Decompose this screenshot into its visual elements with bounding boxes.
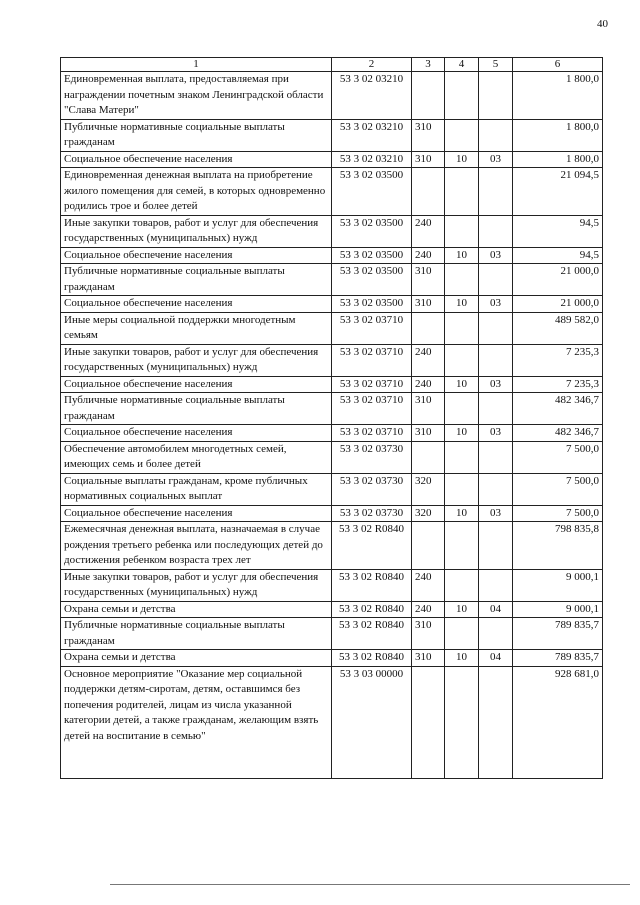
subsection-code: 04 (479, 650, 513, 667)
row-name: Социальное обеспечение населения (61, 376, 332, 393)
subsection-code (479, 441, 513, 473)
target-article-code: 53 3 02 03730 (332, 505, 412, 522)
table-row (61, 264, 603, 296)
subsection-code (479, 473, 513, 505)
expense-type-code (412, 72, 445, 120)
expense-type-code: 310 (412, 119, 445, 151)
section-code (445, 264, 479, 296)
subsection-code (479, 569, 513, 601)
header-col-5: 5 (479, 58, 513, 72)
amount: 789 835,7 (513, 618, 603, 650)
subsection-code (479, 344, 513, 376)
section-code: 10 (445, 601, 479, 618)
amount: 7 500,0 (513, 505, 603, 522)
header-col-2: 2 (332, 58, 412, 72)
table-row (61, 215, 603, 247)
amount: 482 346,7 (513, 393, 603, 425)
subsection-code: 03 (479, 505, 513, 522)
table-header-row (61, 58, 603, 72)
amount: 928 681,0 (513, 666, 603, 779)
expense-type-code: 240 (412, 569, 445, 601)
table-row (61, 312, 603, 344)
target-article-code: 53 3 03 00000 (332, 666, 412, 779)
section-code (445, 393, 479, 425)
row-name: Охрана семьи и детства (61, 601, 332, 618)
amount: 798 835,8 (513, 522, 603, 570)
section-code (445, 441, 479, 473)
amount: 94,5 (513, 215, 603, 247)
table-row (61, 569, 603, 601)
expense-type-code: 310 (412, 650, 445, 667)
row-name: Публичные нормативные социальные выплаты гражданам (61, 119, 332, 151)
section-code (445, 666, 479, 779)
subsection-code (479, 666, 513, 779)
target-article-code: 53 3 02 03210 (332, 72, 412, 120)
table-row (61, 296, 603, 313)
target-article-code: 53 3 02 03500 (332, 264, 412, 296)
subsection-code: 04 (479, 601, 513, 618)
subsection-code (479, 618, 513, 650)
amount: 21 000,0 (513, 296, 603, 313)
section-code (445, 312, 479, 344)
table-row (61, 441, 603, 473)
row-name: Обеспечение автомобилем многодетных семей, имеющих семь и более детей (61, 441, 332, 473)
target-article-code: 53 3 02 R0840 (332, 618, 412, 650)
expense-type-code (412, 666, 445, 779)
expense-type-code: 240 (412, 601, 445, 618)
table-row (61, 522, 603, 570)
row-name: Социальное обеспечение населения (61, 425, 332, 442)
subsection-code (479, 168, 513, 216)
row-name: Иные закупки товаров, работ и услуг для обеспечения государственных (муниципальных) нужд (61, 344, 332, 376)
target-article-code: 53 3 02 03500 (332, 296, 412, 313)
section-code (445, 119, 479, 151)
target-article-code: 53 3 02 R0840 (332, 601, 412, 618)
row-name: Социальное обеспечение населения (61, 151, 332, 168)
table-row (61, 344, 603, 376)
subsection-code (479, 215, 513, 247)
expense-type-code: 310 (412, 425, 445, 442)
row-name: Социальное обеспечение населения (61, 247, 332, 264)
amount: 7 500,0 (513, 441, 603, 473)
amount: 482 346,7 (513, 425, 603, 442)
subsection-code (479, 72, 513, 120)
expense-type-code: 310 (412, 618, 445, 650)
target-article-code: 53 3 02 03500 (332, 247, 412, 264)
header-col-4: 4 (445, 58, 479, 72)
row-name: Единовременная выплата, предоставляемая при награждении почетным знаком Ленинградской области "Слава Матери" (61, 72, 332, 120)
amount: 21 094,5 (513, 168, 603, 216)
table-row (61, 618, 603, 650)
section-code (445, 344, 479, 376)
expense-type-code: 310 (412, 264, 445, 296)
table-row (61, 376, 603, 393)
target-article-code: 53 3 02 03730 (332, 441, 412, 473)
budget-table (60, 57, 603, 779)
expense-type-code: 320 (412, 505, 445, 522)
table-row (61, 666, 603, 779)
expense-type-code: 310 (412, 393, 445, 425)
table-row (61, 650, 603, 667)
section-code: 10 (445, 425, 479, 442)
row-name: Публичные нормативные социальные выплаты гражданам (61, 618, 332, 650)
section-code (445, 72, 479, 120)
table-row (61, 247, 603, 264)
row-name: Публичные нормативные социальные выплаты гражданам (61, 264, 332, 296)
section-code: 10 (445, 151, 479, 168)
table-row (61, 119, 603, 151)
target-article-code: 53 3 02 03710 (332, 312, 412, 344)
row-name: Иные закупки товаров, работ и услуг для обеспечения государственных (муниципальных) нужд (61, 569, 332, 601)
expense-type-code (412, 441, 445, 473)
subsection-code: 03 (479, 425, 513, 442)
section-code (445, 569, 479, 601)
row-name: Единовременная денежная выплата на приобретение жилого помещения для семей, в которых одновременно родились трое и более детей (61, 168, 332, 216)
amount: 1 800,0 (513, 151, 603, 168)
expense-type-code: 240 (412, 344, 445, 376)
section-code (445, 168, 479, 216)
target-article-code: 53 3 02 03710 (332, 425, 412, 442)
target-article-code: 53 3 02 R0840 (332, 522, 412, 570)
amount: 789 835,7 (513, 650, 603, 667)
row-name: Охрана семьи и детства (61, 650, 332, 667)
subsection-code: 03 (479, 376, 513, 393)
row-name: Ежемесячная денежная выплата, назначаемая в случае рождения третьего ребенка или последующих детей до достижения ребенком возраста трех лет (61, 522, 332, 570)
table-row (61, 393, 603, 425)
row-name: Иные закупки товаров, работ и услуг для обеспечения государственных (муниципальных) нужд (61, 215, 332, 247)
subsection-code (479, 119, 513, 151)
subsection-code (479, 312, 513, 344)
amount: 9 000,1 (513, 569, 603, 601)
section-code: 10 (445, 247, 479, 264)
amount: 94,5 (513, 247, 603, 264)
table-row (61, 601, 603, 618)
row-name: Социальные выплаты гражданам, кроме публичных нормативных социальных выплат (61, 473, 332, 505)
subsection-code: 03 (479, 296, 513, 313)
expense-type-code: 240 (412, 247, 445, 264)
header-col-3: 3 (412, 58, 445, 72)
target-article-code: 53 3 02 R0840 (332, 569, 412, 601)
subsection-code (479, 264, 513, 296)
table-row (61, 151, 603, 168)
section-code (445, 473, 479, 505)
section-code: 10 (445, 296, 479, 313)
row-name: Социальное обеспечение населения (61, 505, 332, 522)
row-name: Социальное обеспечение населения (61, 296, 332, 313)
expense-type-code: 310 (412, 296, 445, 313)
target-article-code: 53 3 02 03500 (332, 168, 412, 216)
subsection-code: 03 (479, 151, 513, 168)
table-body (61, 72, 603, 779)
target-article-code: 53 3 02 03210 (332, 151, 412, 168)
amount: 489 582,0 (513, 312, 603, 344)
table-row (61, 505, 603, 522)
table-row (61, 72, 603, 120)
section-code (445, 618, 479, 650)
amount: 7 235,3 (513, 376, 603, 393)
expense-type-code (412, 312, 445, 344)
section-code (445, 215, 479, 247)
amount: 21 000,0 (513, 264, 603, 296)
row-name: Публичные нормативные социальные выплаты гражданам (61, 393, 332, 425)
table-row (61, 168, 603, 216)
header-col-1: 1 (61, 58, 332, 72)
subsection-code: 03 (479, 247, 513, 264)
section-code: 10 (445, 650, 479, 667)
expense-type-code (412, 168, 445, 216)
subsection-code (479, 393, 513, 425)
table-row (61, 425, 603, 442)
expense-type-code: 310 (412, 151, 445, 168)
amount: 7 500,0 (513, 473, 603, 505)
expense-type-code: 240 (412, 376, 445, 393)
target-article-code: 53 3 02 03710 (332, 344, 412, 376)
amount: 7 235,3 (513, 344, 603, 376)
target-article-code: 53 3 02 03710 (332, 376, 412, 393)
expense-type-code (412, 522, 445, 570)
page-bottom-rule (110, 884, 630, 885)
target-article-code: 53 3 02 R0840 (332, 650, 412, 667)
expense-type-code: 320 (412, 473, 445, 505)
expense-type-code: 240 (412, 215, 445, 247)
section-code: 10 (445, 505, 479, 522)
header-col-6: 6 (513, 58, 603, 72)
target-article-code: 53 3 02 03210 (332, 119, 412, 151)
section-code: 10 (445, 376, 479, 393)
amount: 9 000,1 (513, 601, 603, 618)
page-number: 40 (597, 18, 608, 30)
section-code (445, 522, 479, 570)
row-name: Основное мероприятие "Оказание мер социальной поддержки детям-сиротам, детям, оставшимся без попечения родителей, лицам из числа указанной категории детей, а также гражданам, желающим взять детей на воспитание в семью" (61, 666, 332, 779)
target-article-code: 53 3 02 03730 (332, 473, 412, 505)
row-name: Иные меры социальной поддержки многодетным семьям (61, 312, 332, 344)
amount: 1 800,0 (513, 72, 603, 120)
target-article-code: 53 3 02 03500 (332, 215, 412, 247)
amount: 1 800,0 (513, 119, 603, 151)
table-row (61, 473, 603, 505)
target-article-code: 53 3 02 03710 (332, 393, 412, 425)
subsection-code (479, 522, 513, 570)
